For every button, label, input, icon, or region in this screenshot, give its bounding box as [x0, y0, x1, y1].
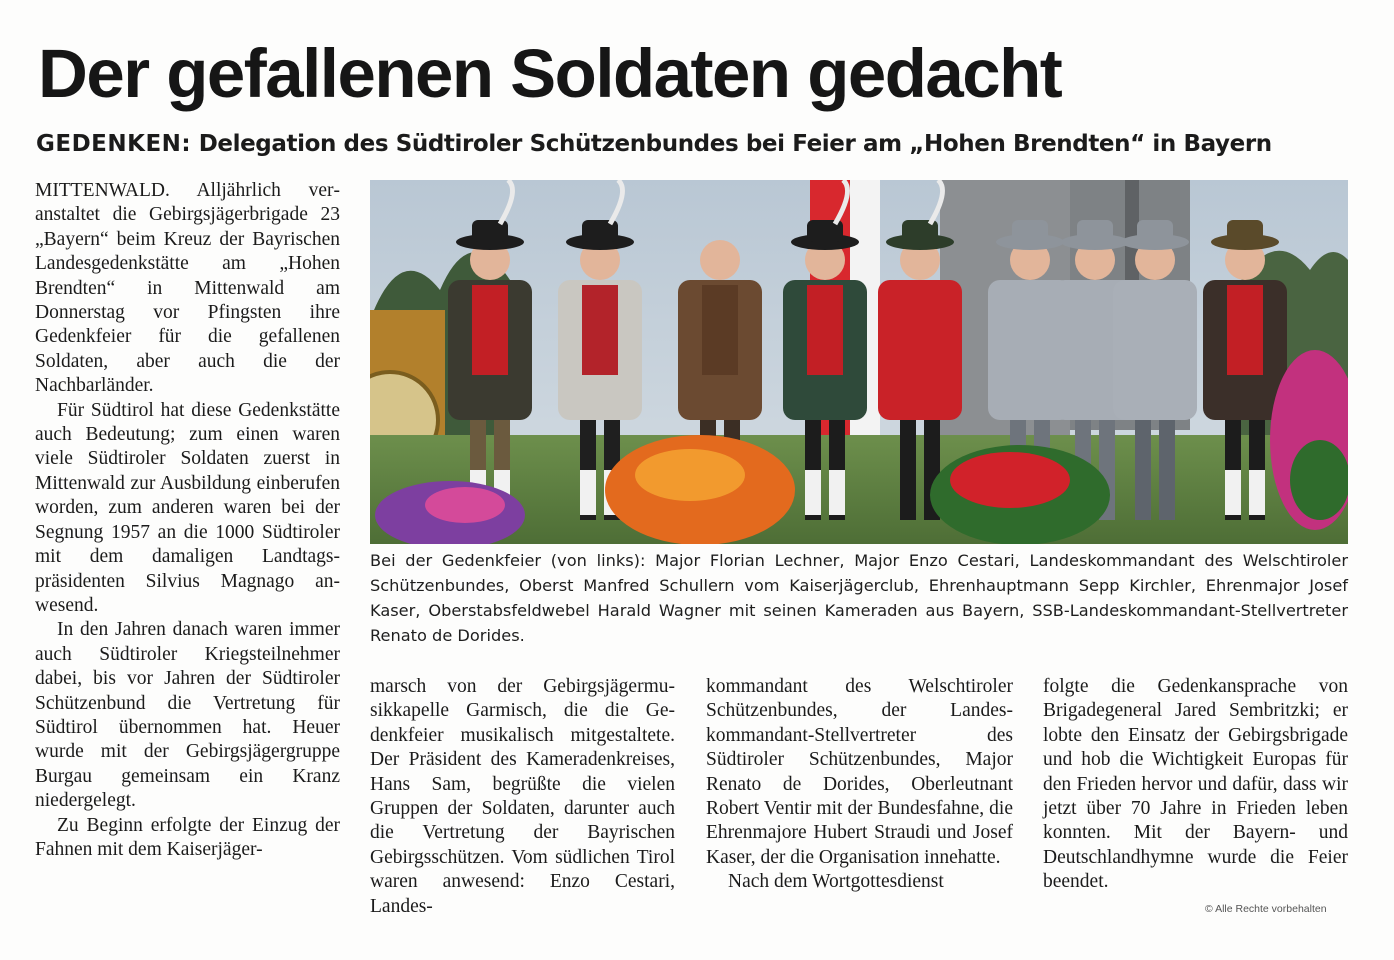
- paragraph: MITTENWALD. Alljährlich veranstaltet die Gebirgsjägerbrigade 23 „Bayern“ beim Kreuz der Bayrischen Landesgedenkstätte am „Hohen Brendten“ in Mittenwald am Donnerstag vor Pfingsten ihre Gedenkfeier für die gefallenen Soldaten, aber auch die der Nachbarländer.: [35, 180, 340, 397]
- paragraph: Zu Beginn erfolgte der Einzug der Fahnen mit dem Kaiserjäger-: [35, 814, 340, 860]
- subheadline: [36, 128, 1272, 160]
- photo-caption: Bei der Gedenkfeier (von links): Major Florian Lechner, Major Enzo Cestari, Landeskommandant des Welschtiroler Schützenbundes, Oberst Manfred Schullern vom Kaiserjägerclub, Ehrenhauptmann Sepp Kirchler, Ehrenmajor Josef Kaser, Oberstabsfeldwebel Harald Wagner mit seinen Kameraden aus Bayern, SSB-Landeskommandant-Stellvertreter Renato de Dorides.: [370, 551, 1348, 645]
- headline: Der gefallenen Soldaten gedacht: [38, 35, 1062, 112]
- paragraph: Für Südtirol hat diese Gedenkstätte auch Bedeutung; zum einen waren viele Südtiroler Soldaten zuerst in Mittenwald zur Ausbildung einberufen worden, zum anderen waren bei der Segnung 1957 an die 1000 Südtiroler mit dem damaligen Landtagspräsidenten Silvius Magnago anwesend.: [35, 399, 340, 616]
- paragraph: kommandant des Welschtiroler Schützenbundes, der Landeskommandant-Stellvertreter des Südtiroler Schützenbundes, Major Renato de Dorides, Oberleutnant Robert Ventir mit der Bundesfahne, die Ehrenmajore Hubert Straudi und Josef Kaser, der die Organisation innehatte.: [706, 676, 1013, 868]
- paragraph: Nach dem Wortgottesdienst: [728, 871, 944, 893]
- article-column-4: [1043, 675, 1348, 895]
- paragraph: marsch von der Gebirgsjägermusikkapelle Garmisch, die die Gedenkfeier musikalisch mitgestaltete. Der Präsident des Kameradenkreises, Hans Sam, begrüßte die vielen Gruppen der Soldaten, darunter auch die Vertretung der Bayrischen Gebirgsschützen. Vom südlichen Tirol waren anwesend: Enzo Cestari, Landes-: [370, 676, 675, 917]
- kicker: GEDENKEN:: [36, 131, 192, 157]
- article-photo: [370, 180, 1348, 544]
- article-column-2: [370, 675, 675, 919]
- subheadline-text: Delegation des Südtiroler Schützenbundes bei Feier am „Hohen Brendten“ in Bayern: [191, 131, 1272, 157]
- paragraph: folgte die Gedenkansprache von Brigadegeneral Jared Sembritzki; er lobte den Einsatz der Gebirgsbrigade und hob die Wichtigkeit Europas für den Frieden hervor und dafür, dass wir jetzt über 70 Jahre in Frieden leben konnten. Mit der Bayern- und Deutschlandhymne wurde die Feier beendet.: [1043, 676, 1348, 893]
- article-column-3: [706, 675, 1013, 895]
- paragraph: In den Jahren danach waren immer auch Südtiroler Kriegsteilnehmer dabei, bis vor Jahren der Südtiroler Schützenbund die Vertretung für Südtirol übernommen hat. Heuer wurde mit der Gebirgsjägergruppe Burgau gemeinsam ein Kranz niedergelegt.: [35, 619, 340, 812]
- article-column-1: [35, 179, 340, 862]
- copyright-notice: © Alle Rechte vorbehalten: [1205, 903, 1327, 915]
- photo-illustration: [370, 180, 1348, 544]
